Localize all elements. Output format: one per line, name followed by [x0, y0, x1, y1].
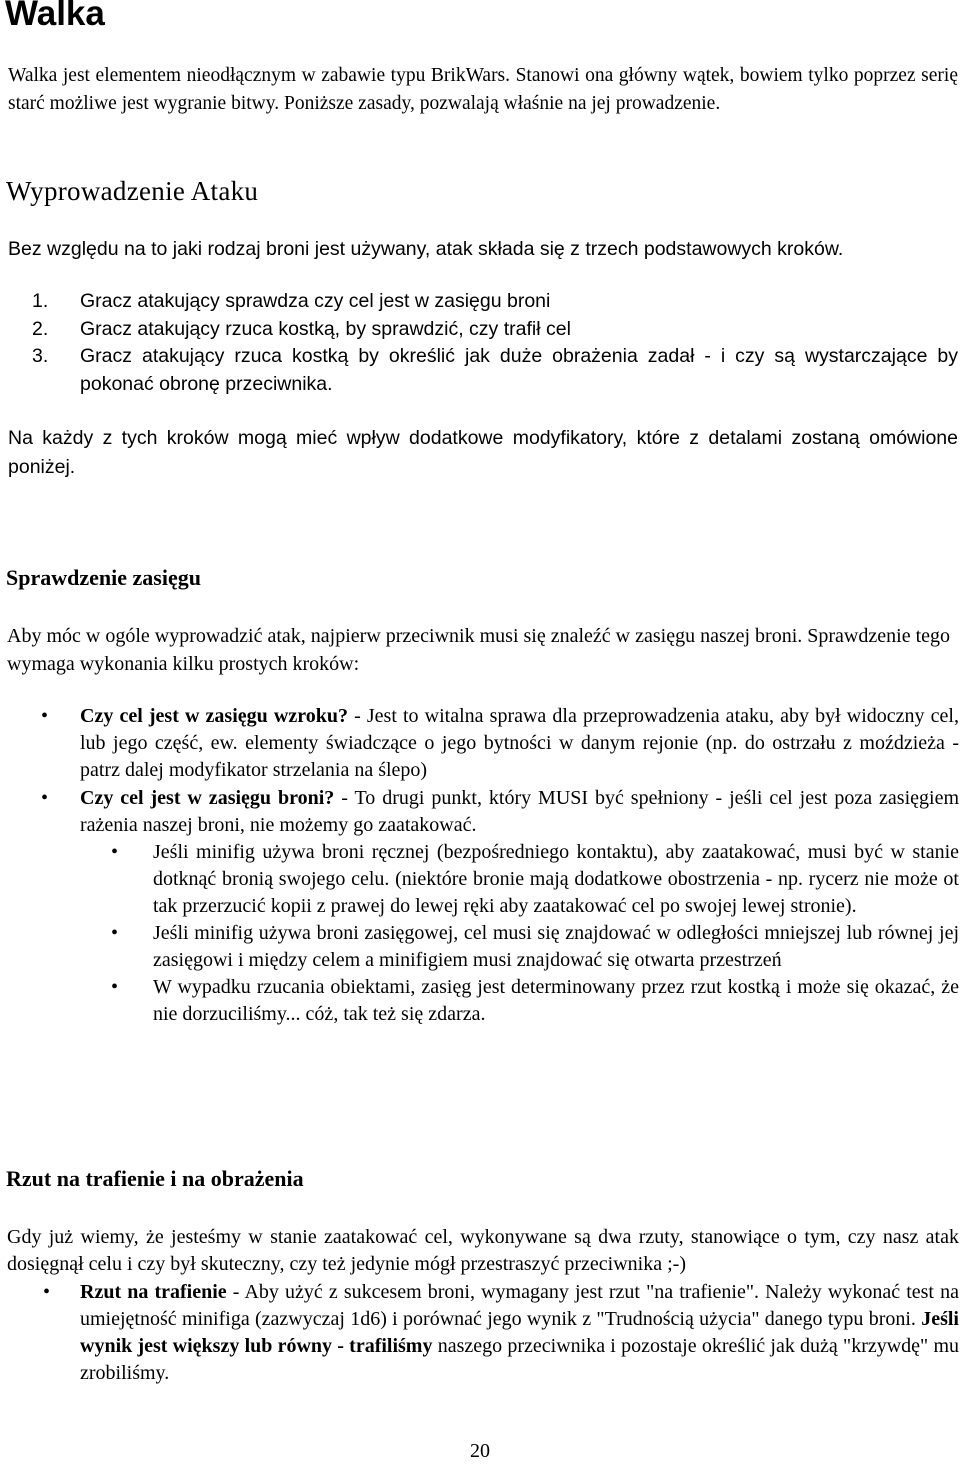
sub-list-item — [80, 920, 959, 974]
bullet-icon: • — [111, 922, 119, 944]
bullet-bold-inline: Jeśli wynik jest większy lub równy - trafiliśmy — [80, 1308, 959, 1357]
list-item — [7, 785, 959, 839]
bullet-icon: • — [41, 787, 49, 809]
bullet-icon: • — [41, 705, 49, 727]
bullet-icon: • — [43, 1281, 51, 1303]
step-number: 2. — [32, 317, 49, 340]
section-heading-range: Sprawdzenie zasięgu — [6, 565, 201, 590]
list-item — [8, 288, 958, 316]
hit-intro: Gdy już wiemy, że jesteśmy w stanie zaatakować cel, wykonywane są dwa rzuty, stanowiące o tym, czy nasz atak dosięgnął celu i czy był skuteczny, czy też jedynie mógł przestraszyć przeciwnika ;-) — [7, 1226, 959, 1275]
sub-list-item — [80, 974, 959, 1028]
sub-bullet-text: Jeśli minifig używa broni ręcznej (bezpośredniego kontaktu), aby zaatakować, musi być w stanie dotknąć bronią swojego celu. (niektóre bronie mają dodatkowe obostrzenia - np. rycerz nie może ot tak przerzucić kopii z prawej do lewej ręki aby zaatakować cel po swojej lewej stronie). — [153, 841, 959, 917]
section-heading-hit: Rzut na trafienie i na obrażenia — [6, 1166, 304, 1191]
sub-bullet-text: W wypadku rzucania obiektami, zasięg jest determinowany przez rzut kostką i może się okazać, że nie dorzuciliśmy... cóż, tak też się zdarza. — [153, 976, 959, 1025]
step-number: 3. — [32, 345, 49, 367]
bullet-bold: Czy cel jest w zasięgu broni? — [80, 787, 335, 809]
list-item — [7, 703, 959, 784]
attack-intro: Bez względu na to jaki rodzaj broni jest używany, atak składa się z trzech podstawowych kroków. — [8, 238, 844, 260]
bullet-icon: • — [111, 841, 119, 863]
bullet-text: - Aby użyć z sukcesem broni, wymagany jest rzut "na trafienie". Należy wykonać test na umiejętność minifiga (zazwyczaj 1d6) i porównać jego wynik z "Trudnością użycia" danego typu broni. — [80, 1281, 959, 1330]
bullet-icon: • — [111, 976, 119, 998]
bullet-bold: Czy cel jest w zasięgu wzroku? — [80, 705, 348, 727]
bullet-text: - To drugi punkt, który MUSI być spełniony - jeśli cel jest poza zasięgiem rażenia naszej broni, nie możemy go zaatakować. — [80, 787, 960, 836]
page-number: 20 — [470, 1440, 490, 1462]
step-text: Gracz atakujący sprawdza czy cel jest w zasięgu broni — [80, 290, 551, 312]
range-intro: Aby móc w ogóle wyprowadzić atak, najpierw przeciwnik musi się znaleźć w zasięgu naszej broni. Sprawdzenie tego wymaga wykonania kilku prostych kroków: — [7, 625, 950, 675]
step-text: Gracz atakujący rzuca kostką by określić jak duże obrażenia zadał - i czy są wystarczające by pokonać obronę przeciwnika. — [80, 345, 958, 395]
attack-steps-list — [8, 288, 958, 398]
list-item — [8, 316, 958, 344]
range-bullet-list — [7, 703, 959, 1028]
list-item — [8, 343, 958, 398]
list-item — [7, 1279, 959, 1387]
section-heading-attack: Wyprowadzenie Ataku — [6, 176, 259, 206]
step-text: Gracz atakujący rzuca kostką, by sprawdzić, czy trafił cel — [80, 317, 571, 340]
intro-paragraph: Walka jest elementem nieodłącznym w zabawie typu BrikWars. Stanowi ona główny wątek, bowiem tylko poprzez serię starć możliwe jest wygranie bitwy. Poniższe zasady, pozwalają właśnie na jej prowadzenie. — [8, 65, 958, 114]
sub-list-item — [80, 839, 959, 920]
bullet-bold: Rzut na trafienie — [80, 1281, 227, 1303]
hit-bullet-list — [7, 1279, 959, 1387]
modifiers-paragraph: Na każdy z tych kroków mogą mieć wpływ dodatkowe modyfikatory, które z detalami zostaną omówione poniżej. — [8, 427, 958, 478]
bullet-text-end: naszego przeciwnika i pozostaje określić jak dużą "krzywdę" mu zrobiliśmy. — [80, 1335, 960, 1384]
bullet-text: - Jest to witalna sprawa dla przeprowadzenia ataku, aby był widoczny cel, lub jego część, ew. elementy świadczące o jego bytności w danym rejonie (np. do ostrzału z moździeża - patrz dalej modyfikator strzelania na ślepo) — [80, 705, 959, 781]
sub-bullet-text: Jeśli minifig używa broni zasięgowej, cel musi się znajdować w odległości mniejszej lub równej jej zasięgowi i między celem a minifigiem musi znajdować się otwarta przestrzeń — [153, 922, 959, 971]
page-title: Walka — [5, 0, 105, 33]
step-number: 1. — [32, 290, 49, 312]
